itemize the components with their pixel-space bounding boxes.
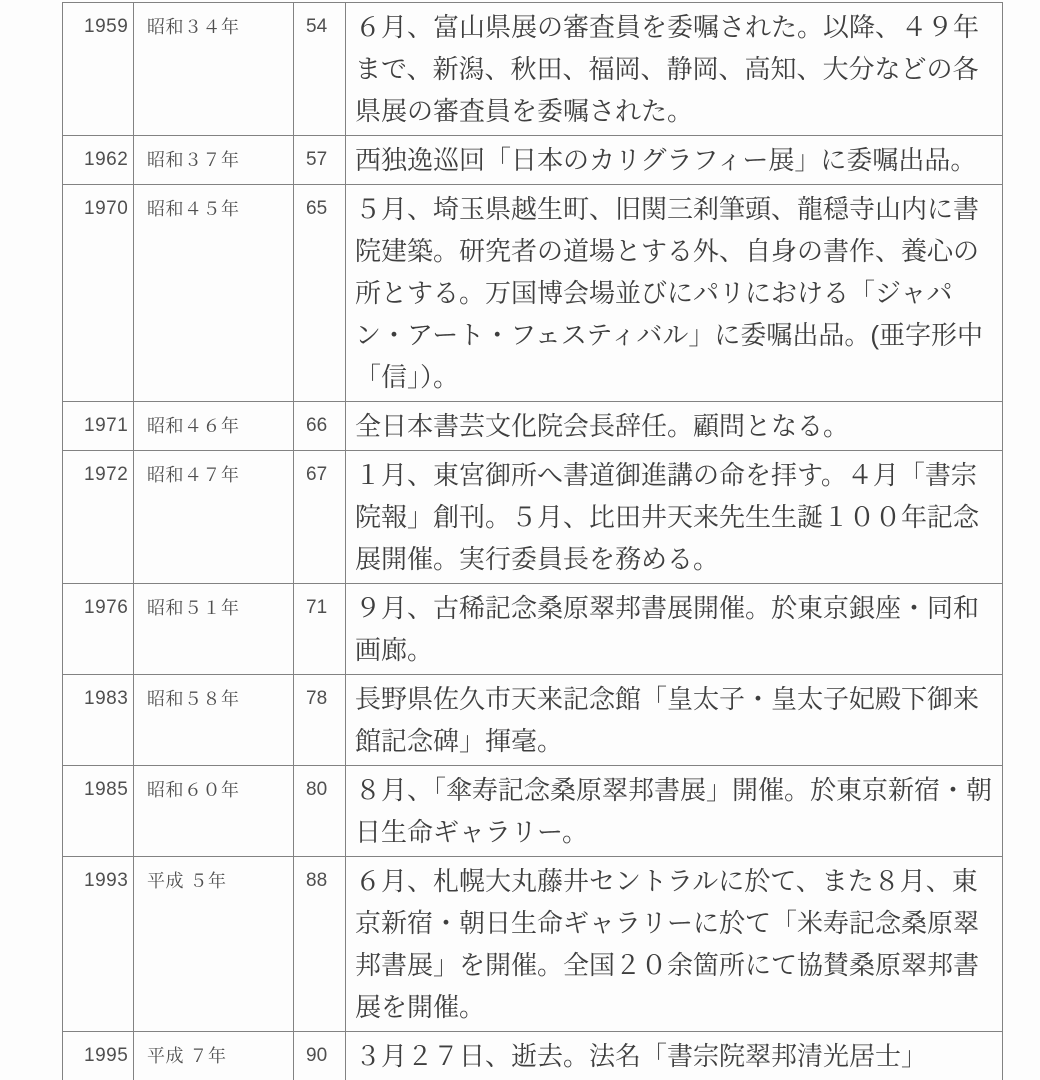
table-row xyxy=(63,402,1003,451)
year-cell: 1985 xyxy=(63,766,134,857)
event-cell: ５月、埼玉県越生町、旧関三刹筆頭、龍穏寺山内に書院建築。研究者の道場とする外、自身の書作、養心の所とする。万国博会場並びにパリにおける「ジャパン・アート・フェスティバル」に委嘱出品。(亜字形中「信」）。 xyxy=(346,185,1003,402)
year-cell: 1993 xyxy=(63,857,134,1032)
era-cell: 平成 ７年 xyxy=(134,1032,294,1080)
event-cell: 全日本書芸文化院会長辞任。顧問となる。 xyxy=(346,402,1003,451)
chronology-table xyxy=(62,2,1003,1080)
era-cell: 昭和３４年 xyxy=(134,3,294,136)
era-cell: 昭和４７年 xyxy=(134,451,294,584)
age-cell: 54 xyxy=(294,3,346,136)
table-row xyxy=(63,584,1003,675)
year-cell: 1959 xyxy=(63,3,134,136)
year-cell: 1995 xyxy=(63,1032,134,1080)
event-cell: ８月、「傘寿記念桑原翠邦書展」開催。於東京新宿・朝日生命ギャラリー。 xyxy=(346,766,1003,857)
age-cell: 57 xyxy=(294,136,346,185)
table-row xyxy=(63,766,1003,857)
event-cell: ６月、富山県展の審査員を委嘱された。以降、４９年まで、新潟、秋田、福岡、静岡、高知、大分などの各県展の審査員を委嘱された。 xyxy=(346,3,1003,136)
year-cell: 1962 xyxy=(63,136,134,185)
event-cell: １月、東宮御所へ書道御進講の命を拝す。４月「書宗院報」創刊。５月、比田井天来先生生誕１００年記念展開催。実行委員長を務める。 xyxy=(346,451,1003,584)
year-cell: 1983 xyxy=(63,675,134,766)
event-cell: ６月、札幌大丸藤井セントラルに於て、また８月、東京新宿・朝日生命ギャラリーに於て「米寿記念桑原翠邦書展」を開催。全国２０余箇所にて協賛桑原翠邦書展を開催。 xyxy=(346,857,1003,1032)
year-cell: 1972 xyxy=(63,451,134,584)
table-row xyxy=(63,675,1003,766)
year-cell: 1976 xyxy=(63,584,134,675)
table-row xyxy=(63,1032,1003,1080)
era-cell: 昭和４５年 xyxy=(134,185,294,402)
event-cell: 長野県佐久市天来記念館「皇太子・皇太子妃殿下御来館記念碑」揮毫。 xyxy=(346,675,1003,766)
age-cell: 67 xyxy=(294,451,346,584)
age-cell: 66 xyxy=(294,402,346,451)
age-cell: 88 xyxy=(294,857,346,1032)
era-cell: 昭和５８年 xyxy=(134,675,294,766)
year-cell: 1970 xyxy=(63,185,134,402)
table-row xyxy=(63,3,1003,136)
event-cell: ３月２７日、逝去。法名「書宗院翠邦清光居士」 xyxy=(346,1032,1003,1080)
table-row xyxy=(63,451,1003,584)
age-cell: 90 xyxy=(294,1032,346,1080)
era-cell: 昭和５１年 xyxy=(134,584,294,675)
event-cell: 西独逸巡回「日本のカリグラフィー展」に委嘱出品。 xyxy=(346,136,1003,185)
table-row xyxy=(63,136,1003,185)
table-row xyxy=(63,857,1003,1032)
era-cell: 平成 ５年 xyxy=(134,857,294,1032)
event-cell: ９月、古稀記念桑原翠邦書展開催。於東京銀座・同和画廊。 xyxy=(346,584,1003,675)
era-cell: 昭和３７年 xyxy=(134,136,294,185)
age-cell: 80 xyxy=(294,766,346,857)
table-row xyxy=(63,185,1003,402)
age-cell: 65 xyxy=(294,185,346,402)
age-cell: 71 xyxy=(294,584,346,675)
age-cell: 78 xyxy=(294,675,346,766)
era-cell: 昭和６０年 xyxy=(134,766,294,857)
year-cell: 1971 xyxy=(63,402,134,451)
chronology-table-body xyxy=(63,3,1003,1080)
era-cell: 昭和４６年 xyxy=(134,402,294,451)
